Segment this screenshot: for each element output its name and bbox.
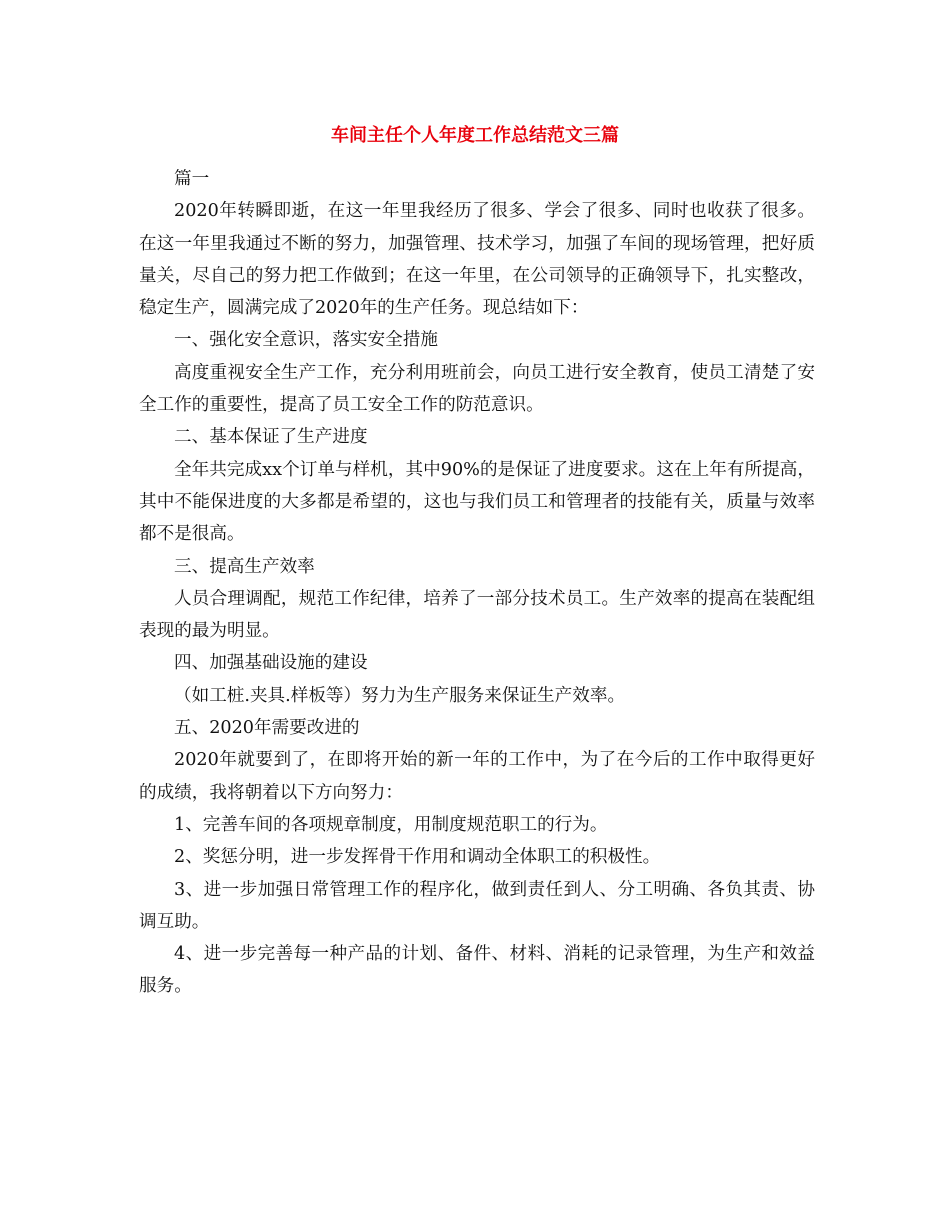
heading-infrastructure: 四、加强基础设施的建设 (174, 653, 368, 674)
heading-improvements: 五、2020年需要改进的 (174, 718, 360, 739)
heading-progress: 二、基本保证了生产进度 (174, 427, 368, 448)
heading-safety: 一、强化安全意识，落实安全措施 (174, 330, 438, 351)
paragraph-infrastructure: （如工桩.夹具.样板等）努力为生产服务来保证生产效率。 (174, 685, 626, 706)
list-item-4: 4、进一步完善每一种产品的计划、备件、材料、消耗的记录管理，为生产和效益服务。 (139, 944, 815, 997)
list-item-3: 3、进一步加强日常管理工作的程序化，做到责任到人、分工明确、各负其责、协调互助。 (139, 879, 815, 932)
document-body (139, 163, 815, 1003)
list-item-1: 1、完善车间的各项规章制度，用制度规范职工的行为。 (174, 814, 608, 835)
intro-paragraph: 2020年转瞬即逝，在这一年里我经历了很多、学会了很多、同时也收获了很多。在这一年里我通过不断的努力，加强管理、技术学习，加强了车间的现场管理，把好质量关，尽自己的努力把工作做到；在这一年里，在公司领导的正确领导下，扎实整改，稳定生产，圆满完成了2020年的生产任务。现总结如下： (139, 201, 815, 319)
heading-efficiency: 三、提高生产效率 (174, 556, 315, 577)
list-item-2: 2、奖惩分明，进一步发挥骨干作用和调动全体职工的积极性。 (174, 847, 661, 868)
paragraph-progress: 全年共完成xx个订单与样机，其中90%的是保证了进度要求。这在上年有所提高，其中不能保进度的大多都是希望的，这也与我们员工和管理者的技能有关，质量与效率都不是很高。 (139, 459, 815, 545)
section-label: 篇一 (174, 169, 210, 189)
paragraph-improvements: 2020年就要到了，在即将开始的新一年的工作中，为了在今后的工作中取得更好的成绩，我将朝着以下方向努力： (139, 750, 815, 803)
paragraph-efficiency: 人员合理调配，规范工作纪律，培养了一部分技术员工。生产效率的提高在装配组表现的最为明显。 (139, 588, 815, 642)
document-title: 车间主任个人年度工作总结范文三篇 (331, 125, 619, 146)
paragraph-safety: 高度重视安全生产工作，充分利用班前会，向员工进行安全教育，使员工清楚了安全工作的重要性，提高了员工安全工作的防范意识。 (139, 362, 815, 416)
